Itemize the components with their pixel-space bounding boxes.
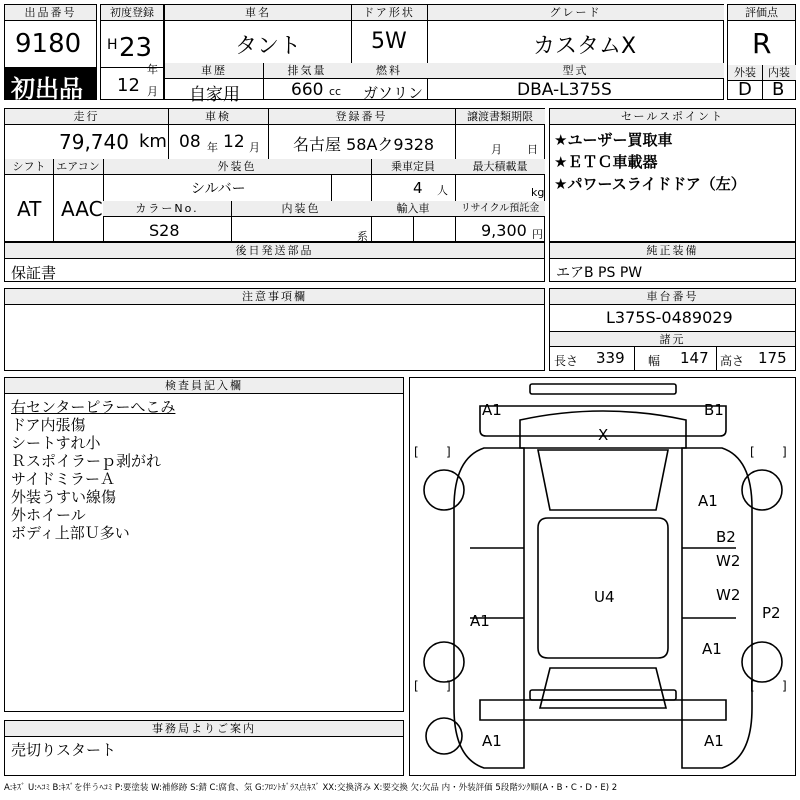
mark-rear-right: A1: [704, 732, 724, 750]
year-unit: 年: [147, 63, 158, 76]
height: 175: [758, 349, 787, 367]
inspector-line-2: ドア内張傷: [11, 416, 86, 434]
selling-point-3: ★パワースライドドア（左）: [554, 175, 746, 193]
plate: 名古屋 58Aク9328: [293, 135, 435, 154]
fuel-label: 燃料: [351, 63, 427, 79]
docs-day-unit: 日: [527, 143, 538, 156]
svg-text:[: [: [414, 679, 419, 693]
front-bumper-top: [530, 384, 676, 394]
later-parts-value: 保証書: [11, 264, 57, 282]
shift: AT: [17, 197, 42, 221]
lot-box: [4, 4, 97, 103]
model-code-label: 型式: [427, 63, 724, 79]
mark-front-right: B1: [704, 401, 724, 419]
height-label: 高さ: [720, 354, 745, 368]
vehicle-info-box: [164, 4, 724, 105]
shift-label: シフト: [5, 159, 53, 175]
mark-roof: U4: [594, 588, 615, 606]
first-listing-text: 初出品: [11, 75, 83, 103]
ac-label: エアコン: [53, 159, 103, 175]
mark-right-pillar: P2: [762, 604, 781, 622]
selling-points-box: [549, 108, 796, 242]
office-box: [4, 720, 404, 776]
displacement-unit: cc: [329, 85, 342, 98]
inspector-line-8: ボディ上部Ｕ多い: [11, 524, 130, 542]
notes-label: 注意事項欄: [5, 289, 544, 305]
mark-right-front-window: W2: [716, 552, 741, 570]
office-label: 事務局よりご案内: [5, 721, 403, 737]
rear-right-wheel: [742, 642, 782, 682]
rear-window: [540, 668, 666, 708]
equipment-box: [549, 242, 796, 282]
grade-label: グレード: [427, 5, 724, 21]
door-label: ドア形状: [351, 5, 427, 21]
notes-box: [4, 288, 545, 371]
legend: A:ｷｽﾞ U:ﾍｺﾐ B:ｷｽﾞを伴うﾍｺﾐ P:要塗装 W:補修跡 S:錆 C:腐食、気 G:ﾌﾛﾝﾄｶﾞﾗｽ点ｷｽﾞ XX:交換済み X:要交換 欠:欠品 内・外装評価 5段階ﾗﾝｸ順(A・B・C・D・E) 2: [4, 783, 618, 793]
inspector-line-6: 外装うすい線傷: [11, 488, 117, 506]
score-label: 評価点: [728, 5, 795, 21]
inspection-year: 08: [179, 132, 201, 152]
recycle: 9,300: [481, 221, 527, 240]
later-parts-label: 後日発送部品: [5, 243, 544, 259]
color-no-label: カラーNo.: [103, 201, 231, 217]
inspector-line-7: 外ホイール: [11, 506, 86, 524]
lot-number: 9180: [15, 29, 82, 59]
svg-text:[: [: [414, 445, 419, 459]
equipment-value: エアB PS PW: [556, 265, 643, 281]
mark-right-rear-fender: A1: [702, 640, 722, 658]
history-label: 車歴: [165, 63, 263, 79]
mark-right-front-fender: A1: [698, 492, 718, 510]
windshield: [538, 450, 668, 510]
score-box: [727, 4, 796, 100]
car-diagram-svg: [410, 378, 797, 777]
car-name-label: 車名: [165, 5, 351, 21]
width: 147: [680, 349, 709, 367]
front-right-wheel: [742, 470, 782, 510]
chassis-number: L375S-0489029: [606, 308, 733, 327]
mileage: 79,740: [59, 130, 129, 154]
selling-point-1: ★ユーザー買取車: [554, 131, 673, 149]
selling-point-2: ★ＥＴＣ車載器: [554, 153, 658, 171]
office-value: 売切りスタート: [11, 741, 117, 759]
recycle-label: リサイクル預託金: [455, 201, 545, 217]
recycle-unit: 円: [532, 228, 543, 241]
inspection-month: 12: [223, 132, 245, 152]
mark-windshield: X: [598, 426, 609, 444]
docs-month-unit: 月: [491, 143, 502, 156]
exterior-grade: D: [738, 79, 752, 100]
capacity: 4: [413, 179, 423, 197]
first-registration-box: [100, 4, 164, 100]
capacity-label: 乗車定員: [371, 159, 455, 175]
inspector-line-3: シートすれ小: [11, 434, 101, 452]
mileage-unit: km: [139, 131, 167, 152]
interior-color-label: 内装色: [231, 201, 371, 217]
exterior-grade-label: 外装: [728, 65, 762, 81]
ac: AAC: [61, 197, 103, 221]
vehicle-details-box: [4, 108, 545, 242]
inspector-label: 検査員記入欄: [5, 378, 403, 394]
svg-text:]: ]: [446, 679, 451, 693]
inspector-box: [4, 377, 404, 712]
lot-label: 出品番号: [5, 5, 96, 21]
front-left-wheel: [424, 470, 464, 510]
plate-label: 登録番号: [268, 109, 455, 125]
car-name: タント: [235, 34, 302, 59]
equipment-label: 純正装備: [550, 243, 795, 259]
history: 自家用: [189, 85, 240, 105]
svg-text:[: [: [750, 679, 755, 693]
inspector-line-1: 右センターピラーへこみ: [11, 398, 176, 416]
selling-points-label: セールスポイント: [550, 109, 795, 125]
inspector-line-4: Ｒスポイラーｐ剥がれ: [11, 452, 162, 470]
svg-text:[: [: [750, 445, 755, 459]
exterior-color: シルバー: [191, 181, 246, 197]
mark-rear-left: A1: [482, 732, 502, 750]
score: R: [752, 27, 772, 60]
grade: カスタムX: [533, 34, 637, 59]
month: 12: [117, 75, 140, 96]
load-unit: kg: [531, 186, 545, 199]
color-no: S28: [149, 221, 180, 240]
load-label: 最大積載量: [455, 159, 545, 175]
interior-grade: B: [772, 79, 785, 100]
rear-left-wheel: [424, 642, 464, 682]
era: H: [107, 37, 118, 53]
length: 339: [596, 349, 625, 367]
interior-color-unit: 系: [357, 230, 368, 243]
first-reg-label: 初度登録: [101, 5, 163, 21]
displacement: 660: [291, 80, 324, 100]
month-unit: 月: [147, 85, 158, 98]
mark-left-rear-door: A1: [470, 612, 490, 630]
inspection-month-unit: 月: [249, 141, 260, 154]
svg-text:]: ]: [446, 445, 451, 459]
inspection-year-unit: 年: [207, 141, 218, 154]
dims-label: 諸元: [550, 331, 795, 347]
rear-bumper-bottom: [530, 690, 676, 700]
length-label: 長さ: [554, 354, 579, 368]
width-label: 幅: [648, 354, 661, 368]
mark-front-left: A1: [482, 401, 502, 419]
svg-text:]: ]: [782, 679, 787, 693]
docs-label: 譲渡書類期限: [455, 109, 545, 125]
exterior-color-label: 外装色: [103, 159, 371, 175]
import-label: 輸入車: [371, 201, 455, 217]
chassis-label: 車台番号: [550, 289, 795, 305]
svg-text:]: ]: [782, 445, 787, 459]
later-parts-box: [4, 242, 545, 282]
capacity-unit: 人: [437, 184, 448, 197]
mileage-label: 走行: [5, 109, 168, 125]
car-diagram: [409, 377, 796, 776]
model-code: DBA-L375S: [517, 80, 612, 100]
door: 5W: [371, 29, 407, 54]
fuel: ガソリン: [363, 84, 424, 102]
inspector-line-5: サイドミラーＡ: [11, 470, 115, 488]
inspection-label: 車検: [168, 109, 268, 125]
mark-right-rear-window: W2: [716, 586, 741, 604]
rear-bumper: [480, 700, 726, 720]
year: 23: [119, 33, 153, 63]
chassis-box: [549, 288, 796, 371]
interior-grade-label: 内装: [762, 65, 796, 81]
displacement-label: 排気量: [263, 63, 351, 79]
mark-right-front-door: B2: [716, 528, 736, 546]
